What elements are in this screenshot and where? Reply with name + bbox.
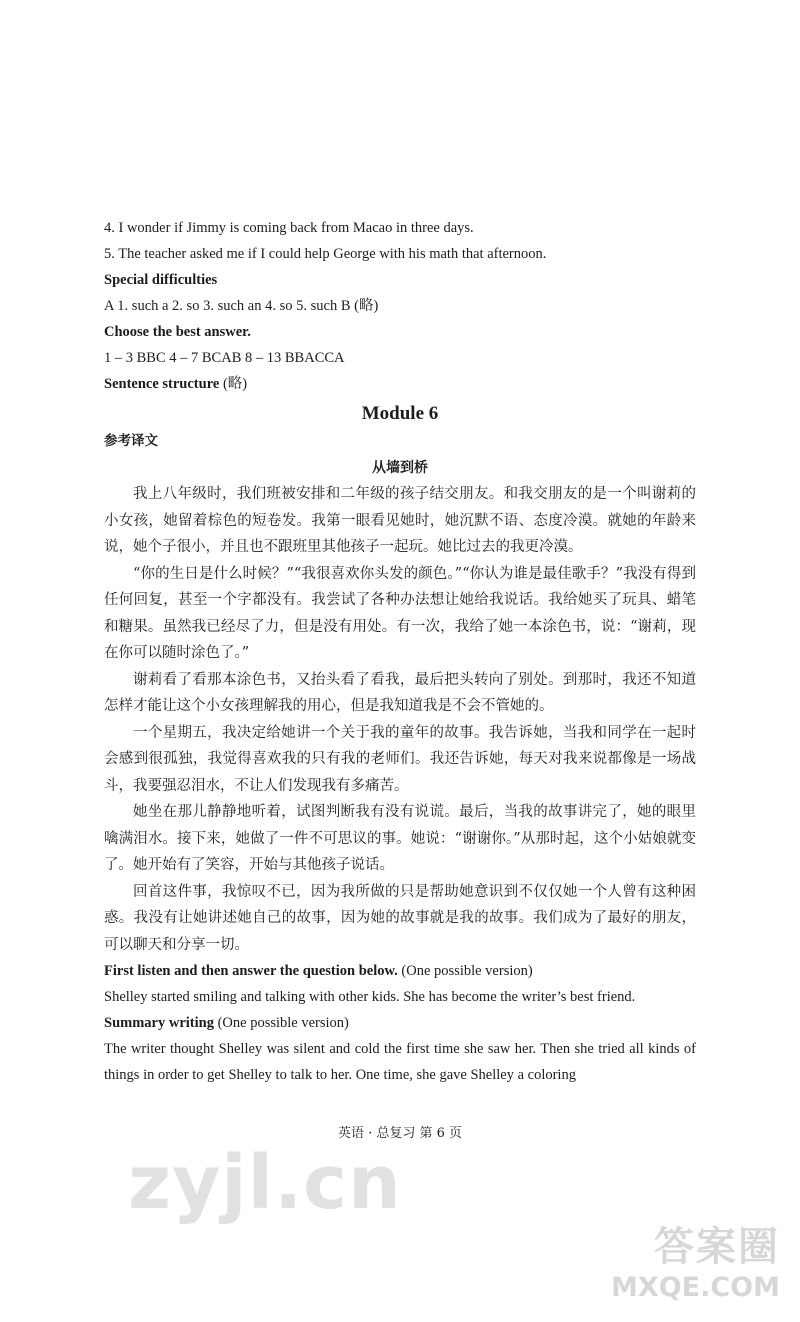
special-difficulties-answers: A 1. such a 2. so 3. such an 4. so 5. such B (略)	[104, 298, 379, 314]
answer-line-4: 4. I wonder if Jimmy is coming back from Macao in three days.	[104, 220, 474, 236]
translation-paragraph-1: 我上八年级时，我们班被安排和二年级的孩子结交朋友。和我交朋友的是一个叫谢莉的小女孩，她留着棕色的短卷发。我第一眼看见她时，她沉默不语、态度冷漠。就她的年龄来说，她个子很小，并且也不跟班里其他孩子一起玩。她比过去的我更冷漠。	[104, 486, 696, 555]
choose-best-answer-answers: 1 – 3 BBC 4 – 7 BCAB 8 – 13 BBACCA	[104, 350, 345, 366]
watermark-left: zyjl.cn	[128, 1140, 402, 1226]
answer-line-5: 5. The teacher asked me if I could help George with his math that afternoon.	[104, 246, 547, 262]
choose-best-answer-heading: Choose the best answer.	[104, 324, 251, 340]
page-footer: 英语 · 总复习 第 6 页	[337, 1126, 463, 1141]
translation-paragraph-3: 谢莉看了看那本涂色书，又抬头看了看我，最后把头转向了别处。到那时，我还不知道怎样才能让这个小女孩理解我的用心，但是我知道我是不会不管她的。	[104, 671, 696, 714]
special-difficulties-heading: Special difficulties	[104, 272, 218, 288]
content	[104, 215, 696, 1088]
translation-paragraph-4: 一个星期五，我决定给她讲一个关于我的童年的故事。我告诉她，当我和同学在一起时会感到很孤独，我觉得喜欢我的只有我的老师们。我还告诉她，每天对我来说都像是一场战斗，我要强忍泪水，不让人们发现我有多痛苦。	[104, 724, 696, 794]
summary-writing-note: (One possible version)	[213, 1015, 349, 1031]
translation-title: 从墙到桥	[372, 460, 428, 476]
sentence-structure-note: (略)	[219, 376, 248, 392]
watermark-right-url: MXQE.COM	[611, 1272, 780, 1303]
translation-paragraph-2: “你的生日是什么时候？”“我很喜欢你头发的颜色。”“你认为谁是最佳歌手？”我没有得到任何回复，甚至一个字都没有。我尝试了各种办法想让她给我说话。我给她买了玩具、蜡笔和糖果。虽然我已经尽了力，但是没有用处。有一次，我给了她一本涂色书，说：“谢莉，现在你可以随时涂色了。”	[104, 565, 696, 661]
translation-paragraph-6: 回首这件事，我惊叹不已，因为我所做的只是帮助她意识到不仅仅她一个人曾有这种困惑。我没有让她讲述她自己的故事，因为她的故事就是我的故事。我们成为了最好的朋友，可以聊天和分享一切。	[104, 883, 696, 953]
first-listen-label: First listen and then answer the question below.	[104, 963, 398, 979]
watermark-right	[580, 1215, 780, 1303]
first-listen-note: (One possible version)	[397, 963, 533, 979]
watermark-right-cn: 答案圈	[654, 1224, 780, 1270]
sentence-structure-heading	[104, 371, 696, 397]
first-listen-heading	[104, 958, 696, 984]
translation-heading: 参考译文	[104, 433, 158, 449]
module-title: Module 6	[361, 403, 439, 424]
summary-writing-label: Summary writing	[104, 1015, 214, 1031]
summary-writing-heading	[104, 1010, 696, 1036]
sentence-structure-label: Sentence structure	[104, 376, 220, 392]
first-listen-answer: Shelley started smiling and talking with other kids. She has become the writer’s best friend.	[104, 989, 636, 1005]
summary-writing-text: The writer thought Shelley was silent and cold the first time she saw her. Then she tried all kinds of things in order to get Shelley to talk to her. One time, she gave Shelley a coloring	[104, 1041, 696, 1083]
translation-paragraph-5: 她坐在那儿静静地听着，试图判断我有没有说谎。最后，当我的故事讲完了，她的眼里噙满泪水。接下来，她做了一件不可思议的事。她说：“谢谢你。”从那时起，这个小姑娘就变了。她开始有了笑容，开始与其他孩子说话。	[104, 804, 696, 873]
